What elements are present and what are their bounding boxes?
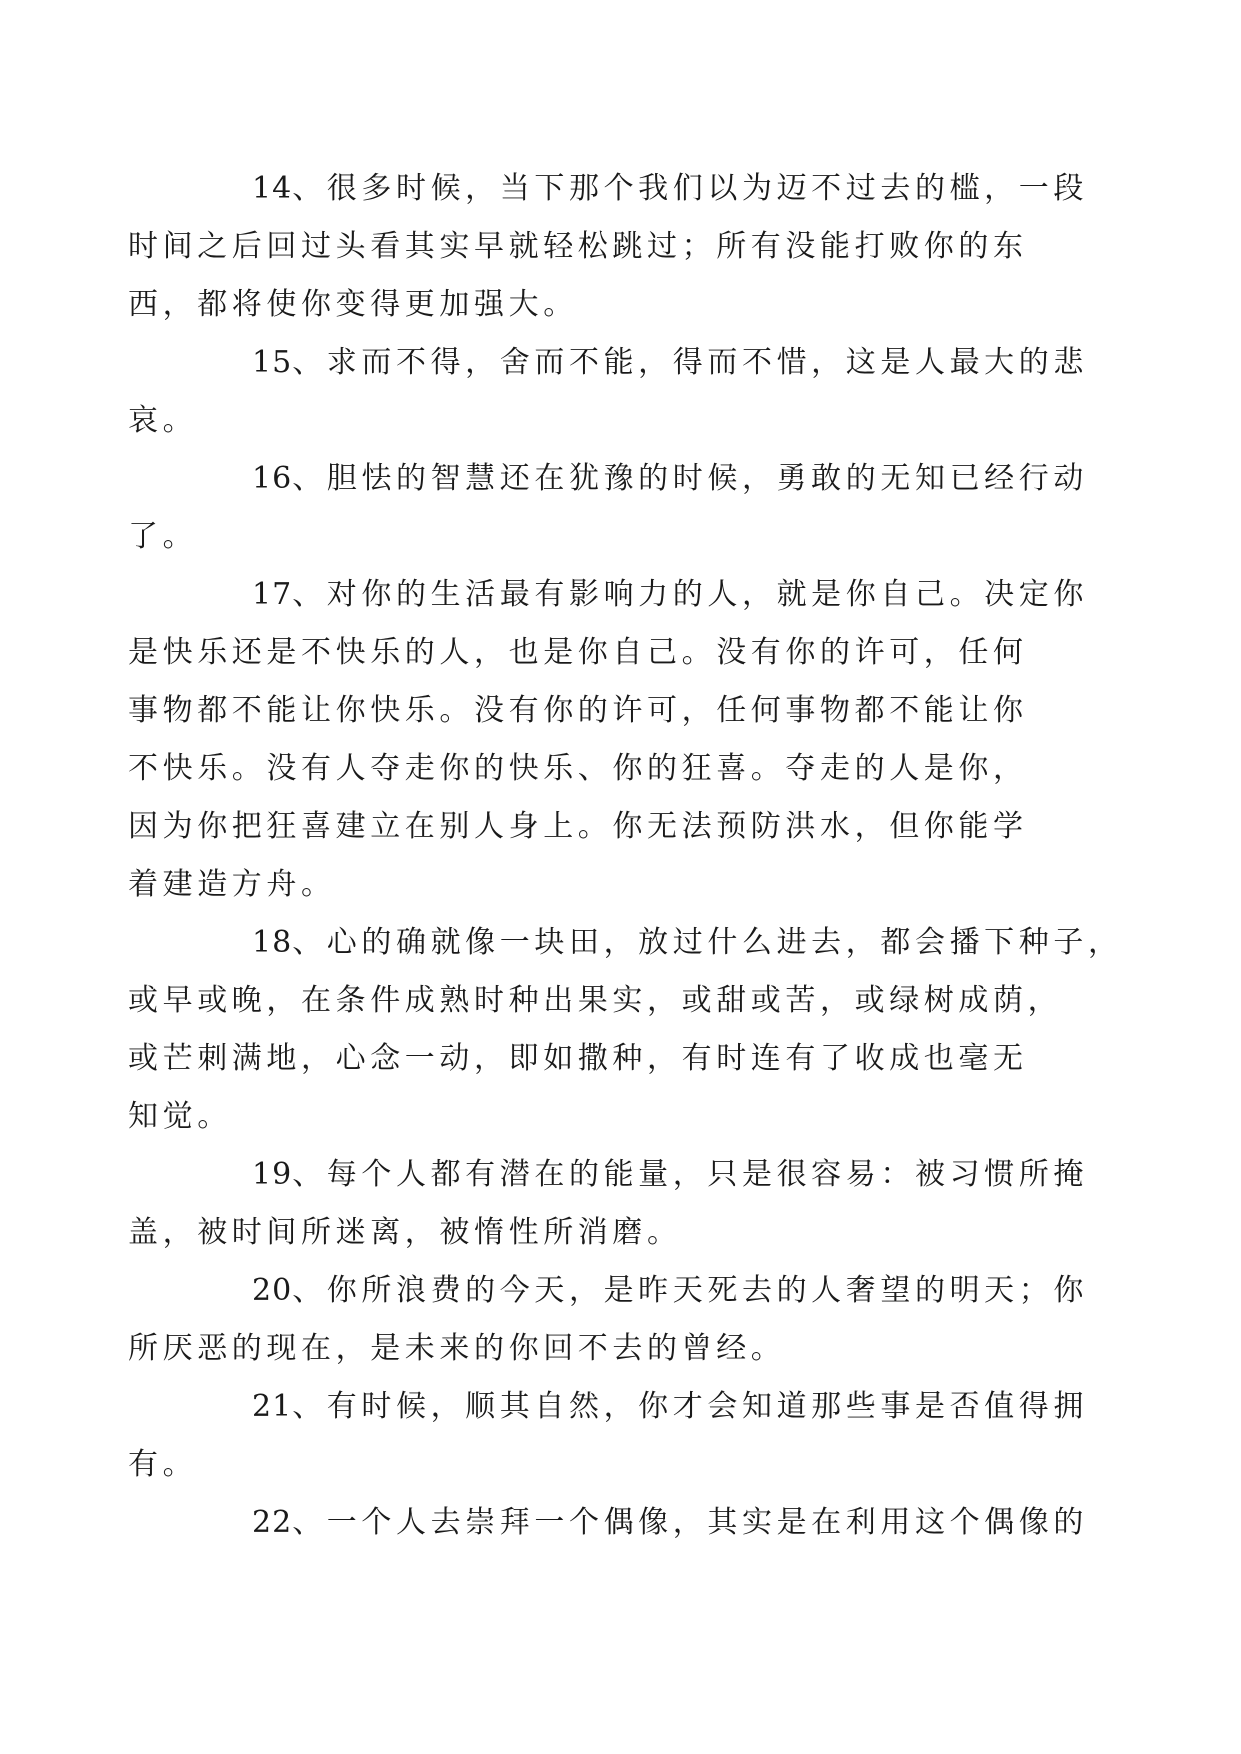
paragraph-line: 了。 xyxy=(128,519,198,554)
paragraph-22 xyxy=(190,1494,1088,1552)
paragraph-line: 时间之后回过头看其实早就轻松跳过；所有没能打败你的东 xyxy=(128,229,1028,264)
paragraph-number: 15 xyxy=(252,345,293,380)
paragraph-16 xyxy=(128,450,1088,566)
paragraph-line: 、一个人去崇拜一个偶像，其实是在利用这个偶像的 xyxy=(292,1505,1088,1540)
paragraph-line: 或早或晚，在条件成熟时种出果实，或甜或苦，或绿树成荫， xyxy=(128,983,1063,1018)
paragraph-number: 22 xyxy=(252,1505,293,1540)
paragraph-14 xyxy=(128,160,1088,334)
paragraph-line: 哀。 xyxy=(128,403,198,438)
paragraph-15 xyxy=(128,334,1088,450)
paragraph-17 xyxy=(128,566,1088,914)
paragraph-line: 、求而不得，舍而不能，得而不惜，这是人最大的悲 xyxy=(292,345,1088,380)
paragraph-19 xyxy=(128,1146,1088,1262)
paragraph-line: 、每个人都有潜在的能量，只是很容易：被习惯所掩 xyxy=(292,1157,1088,1192)
paragraph-line: 、胆怯的智慧还在犹豫的时候，勇敢的无知已经行动 xyxy=(292,461,1088,496)
paragraph-18 xyxy=(128,914,1123,1146)
paragraph-number: 16 xyxy=(252,461,293,496)
paragraph-number: 18 xyxy=(252,925,293,960)
paragraph-line: 、有时候，顺其自然，你才会知道那些事是否值得拥 xyxy=(292,1389,1088,1424)
paragraph-line: 不快乐。没有人夺走你的快乐、你的狂喜。夺走的人是你， xyxy=(128,751,1028,786)
paragraph-line: 、对你的生活最有影响力的人，就是你自己。决定你 xyxy=(292,577,1088,612)
paragraph-number: 21 xyxy=(252,1389,293,1424)
paragraph-number: 17 xyxy=(252,577,293,612)
paragraph-line: 因为你把狂喜建立在别人身上。你无法预防洪水，但你能学 xyxy=(128,809,1028,844)
paragraph-number: 20 xyxy=(252,1273,293,1308)
paragraph-line: 或芒刺满地，心念一动，即如撒种，有时连有了收成也毫无 xyxy=(128,1041,1028,1076)
paragraph-number: 19 xyxy=(252,1157,293,1192)
paragraph-line: 所厌恶的现在，是未来的你回不去的曾经。 xyxy=(128,1331,786,1366)
paragraph-line: 西，都将使你变得更加强大。 xyxy=(128,287,578,322)
paragraph-line: 事物都不能让你快乐。没有你的许可，任何事物都不能让你 xyxy=(128,693,1028,728)
paragraph-line: 着建造方舟。 xyxy=(128,867,336,902)
paragraph-line: 、很多时候，当下那个我们以为迈不过去的槛，一段 xyxy=(292,171,1088,206)
paragraph-20 xyxy=(128,1262,1088,1378)
paragraph-21 xyxy=(128,1378,1088,1494)
paragraph-line: 、心的确就像一块田，放过什么进去，都会播下种子， xyxy=(292,925,1123,960)
paragraph-line: 有。 xyxy=(128,1447,198,1482)
paragraph-line: 是快乐还是不快乐的人，也是你自己。没有你的许可，任何 xyxy=(128,635,1028,670)
paragraph-line: 、你所浪费的今天，是昨天死去的人奢望的明天；你 xyxy=(292,1273,1088,1308)
document-page xyxy=(128,160,1123,1552)
paragraph-line: 盖，被时间所迷离，被惰性所消磨。 xyxy=(128,1215,682,1250)
paragraph-number: 14 xyxy=(252,171,293,206)
paragraph-line: 知觉。 xyxy=(128,1099,232,1134)
